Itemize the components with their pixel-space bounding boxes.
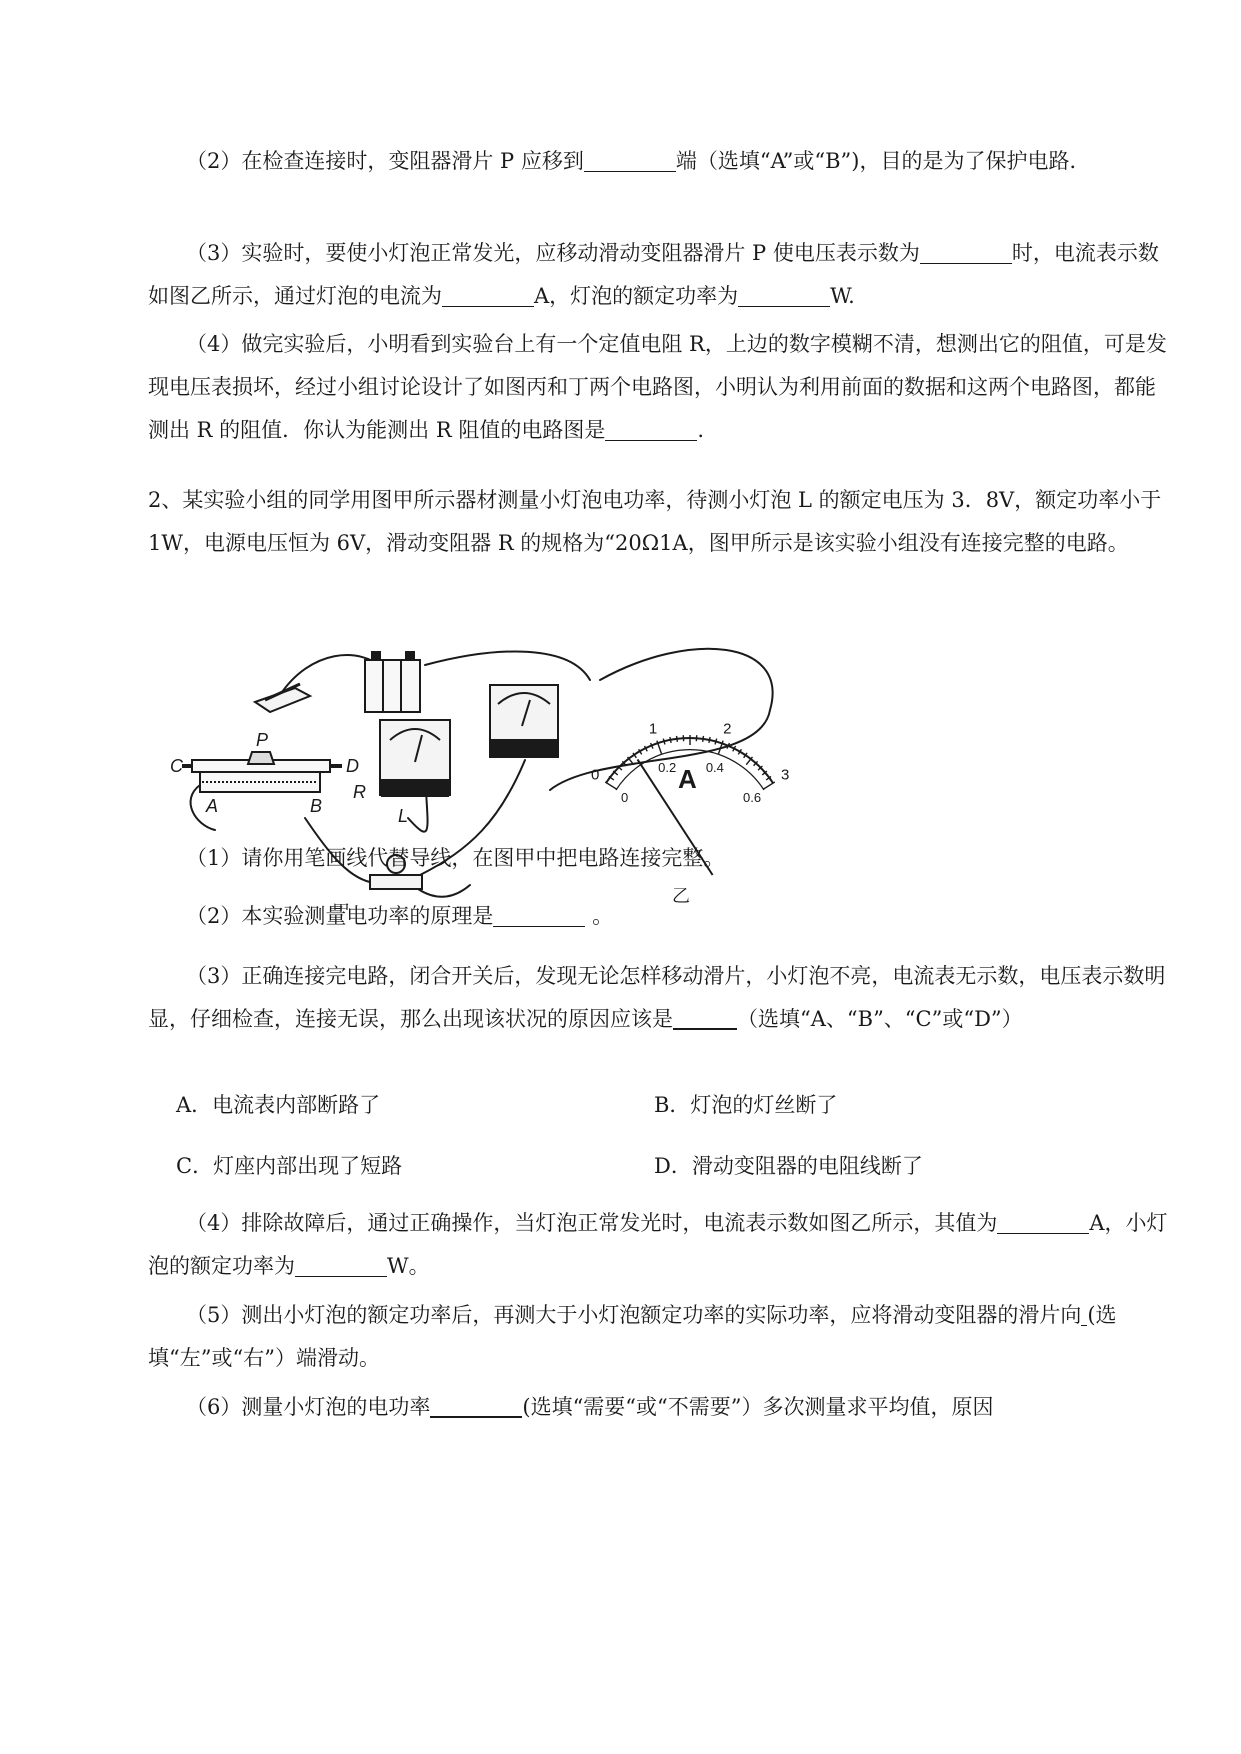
battery-icon — [365, 652, 420, 712]
label-A: A — [206, 796, 219, 816]
answer-blank[interactable] — [997, 1211, 1089, 1234]
q2-part3-text-end: （选填“A、“B”、“C”或“D”） — [737, 1007, 1023, 1031]
dial-inner-label: 0.4 — [705, 760, 724, 776]
answer-blank[interactable] — [430, 1394, 522, 1418]
dial-tick — [677, 736, 678, 742]
q2-stem: 2、某实验小组的同学用图甲所示器材测量小灯泡电功率，待测小灯泡 L 的额定电压为 3．8V，额定功率小于 1W，电源电压恒为 6V，滑动变阻器 R 的规格为“20Ω1A，图甲所示是该实验小组没有连接完整的电路。 — [148, 488, 1162, 555]
label-C: C — [170, 756, 183, 776]
option-C[interactable]: C．灯座内部出现了短路 — [176, 1154, 403, 1178]
q2-part4-text-end: W。 — [387, 1254, 430, 1278]
dial-tick — [763, 782, 775, 789]
answer-blank[interactable] — [920, 241, 1012, 264]
answer-blank[interactable] — [673, 1006, 737, 1030]
q1-part4-text: （4）做完实验后，小明看到实验台上有一个定值电阻 R，上边的数字模糊不清，想测出它的阻值，可是发现电压表损坏，经过小组讨论设计了如图丙和丁两个电路图，小明认为利用前面的数据和这两个电路图，都能测出 R 的阻值．你认为能测出 R 阻值的电路图是 — [148, 332, 1167, 442]
q1-part2-text: （2）在检查连接时，变阻器滑片 P 应移到 — [186, 149, 584, 173]
answer-blank[interactable] — [584, 149, 676, 172]
q2-part6-text: （6）测量小灯泡的电功率 — [186, 1395, 431, 1419]
q2-part4-text: （4）排除故障后，通过正确操作，当灯泡正常发光时，电流表示数如图乙所示，其值为 — [186, 1211, 998, 1235]
dial-outer-label: 0 — [591, 766, 600, 784]
q1-part3-text: （3）实验时，要使小灯泡正常发光，应移动滑动变阻器滑片 P 使电压表示数为 — [186, 241, 920, 265]
q2-part5-text-end: (选填“左”或“右”）端滑动。 — [148, 1303, 1117, 1370]
voltmeter-icon — [380, 720, 450, 796]
label-D: D — [346, 756, 359, 776]
dial-tick — [670, 737, 671, 743]
option-B[interactable]: B．灯泡的灯丝断了 — [654, 1093, 838, 1117]
dial-inner-label: 0.6 — [743, 789, 762, 805]
q1-part4 — [148, 323, 1168, 452]
label-R: R — [353, 782, 366, 802]
answer-blank[interactable] — [605, 418, 697, 441]
q1-part3-text-4: W. — [830, 284, 855, 308]
q1-part2-text-end: 端（选填“A”或“B”)，目的是为了保护电路． — [675, 149, 1091, 173]
dial-tick — [709, 737, 710, 743]
dial-outer-label: 2 — [723, 720, 732, 738]
q2-part2 — [148, 895, 1168, 938]
option-D[interactable]: D．滑动变阻器的电阻线断了 — [654, 1154, 923, 1178]
dial-unit: A — [678, 764, 697, 794]
q2-part4-text-2: A，小灯泡的额定功率为 — [148, 1211, 1168, 1278]
figure-caption-yi: 乙 — [672, 886, 690, 907]
q1-part3-text-2: 时，电流表示数如图乙所示，通过灯泡的电流为 — [148, 241, 1159, 308]
dial-inner-label: 0.2 — [658, 760, 677, 776]
dial-tick — [715, 739, 717, 745]
label-L: L — [398, 806, 409, 826]
dial-outer-label: 3 — [780, 766, 790, 784]
ammeter-icon — [490, 685, 558, 757]
switch-icon — [255, 684, 310, 712]
q2-part5-text: （5）测出小灯泡的额定功率后，再测大于小灯泡额定功率的实际功率，应将滑动变阻器的滑片向 — [186, 1303, 1082, 1327]
q1-part4-text-end: . — [697, 418, 705, 442]
q2-part6-text-end: (选填“需要“或“不需要”）多次测量求平均值，原因 — [522, 1395, 994, 1419]
rheostat-icon — [182, 752, 342, 792]
dial-inner-label: 0 — [620, 789, 629, 805]
q2-part2-text: （2）本实验测量电功率的原理是 — [186, 904, 494, 928]
q1-part3 — [148, 232, 1168, 318]
dial-tick — [703, 736, 704, 742]
q1-part2 — [148, 140, 1168, 183]
q2-part3 — [148, 955, 1168, 1041]
answer-blank[interactable] — [295, 1254, 387, 1277]
dial-tick — [605, 782, 617, 789]
option-A[interactable]: A．电流表内部断路了 — [176, 1093, 381, 1117]
answer-blank[interactable] — [738, 284, 830, 307]
dial-outer-label: 1 — [648, 720, 658, 738]
q1-part3-text-3: A，灯泡的额定功率为 — [534, 284, 739, 308]
q2-part1: （1）请你用笔画线代替导线，在图甲中把电路连接完整。 — [186, 846, 725, 870]
q2-part2-text-end: 。 — [592, 904, 614, 928]
q2-part3-text: （3）正确连接完电路，闭合开关后，发现无论怎样移动滑片，小灯泡不亮，电流表无示数，电压表示数明显，仔细检查，连接无误，那么出现该状况的原因应该是 — [148, 964, 1166, 1031]
dial-tick — [663, 739, 665, 745]
answer-blank[interactable] — [493, 904, 585, 927]
q2-part4 — [148, 1202, 1168, 1288]
q2-part6 — [148, 1386, 1168, 1429]
q2-part5 — [148, 1294, 1168, 1380]
label-B: B — [310, 796, 323, 816]
answer-blank[interactable] — [442, 284, 534, 307]
label-P: P — [256, 730, 269, 750]
